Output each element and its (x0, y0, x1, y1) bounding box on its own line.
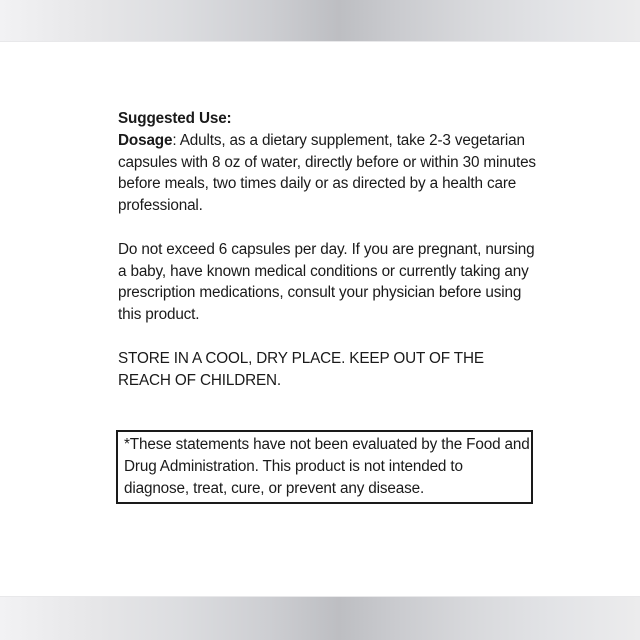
bottom-gradient-band (0, 597, 640, 640)
warning-paragraph: Do not exceed 6 capsules per day. If you are pregnant, nursing a baby, have known medical conditions or currently taking any prescription medications, consult your physician before using this product. (118, 240, 535, 324)
fda-disclaimer-text: *These statements have not been evaluated by the Food and Drug Administration. This product is not intended to diagnose, treat, cure, or prevent any disease. (124, 436, 530, 497)
fda-disclaimer-box (116, 430, 533, 504)
dosage-paragraph (118, 130, 538, 217)
spacer (118, 217, 538, 239)
top-gradient-band (0, 0, 640, 41)
dosage-text: : Adults, as a dietary supplement, take 2-3 vegetarian capsules with 8 oz of water, directly before or within 30 minutes before meals, two times daily or as directed by a health care professional. (118, 131, 536, 215)
storage-paragraph: STORE IN A COOL, DRY PLACE. KEEP OUT OF THE REACH OF CHILDREN. (118, 349, 484, 389)
label-content (118, 108, 538, 391)
spacer (118, 326, 538, 348)
suggested-use-heading: Suggested Use: (118, 110, 232, 127)
dosage-label: Dosage (118, 131, 173, 149)
